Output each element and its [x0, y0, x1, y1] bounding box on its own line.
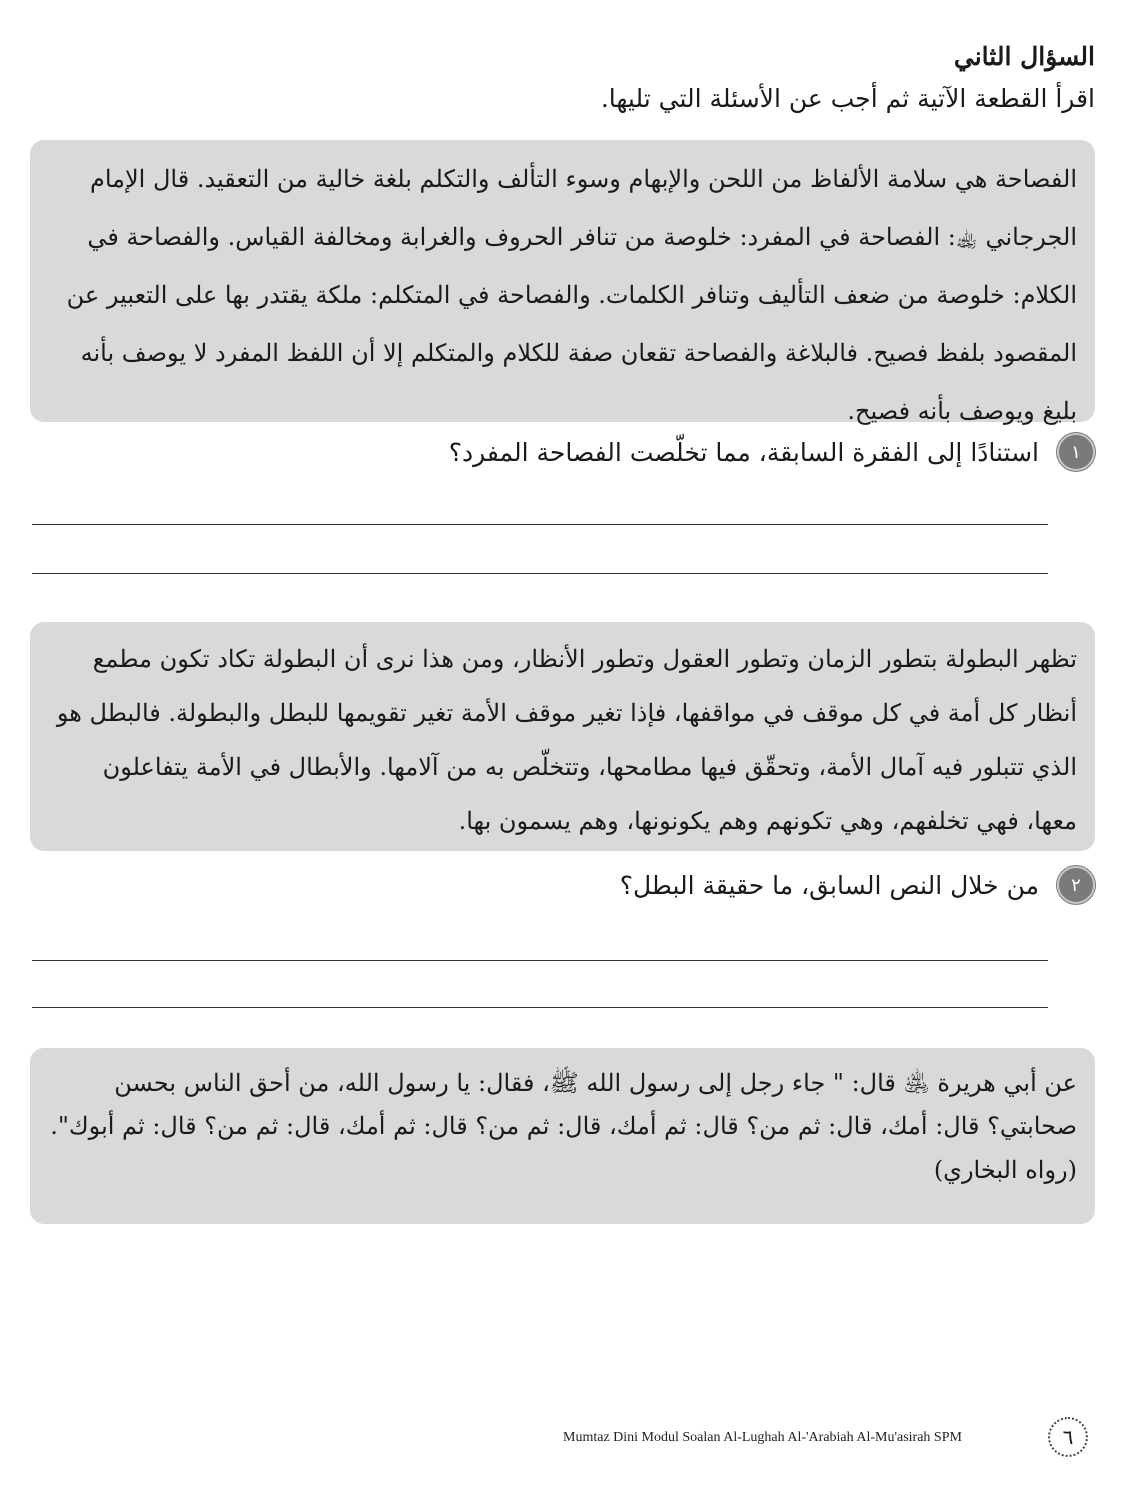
passage-text: تظهر البطولة بتطور الزمان وتطور العقول وتطور الأنظار، ومن هذا نرى أن البطولة تكاد تكون مطمع أنظار كل أمة في كل موقف في مواقفها، فإذا تغير موقف الأمة تغير تقويمها للبطل والبطولة. فالبطل هو الذي تتبلور فيه آمال الأمة، وتحقّق فيها مطامحها، وتتخلّص به من آلامها. والأبطال في الأمة يتفاعلون معها، فهي تخلفهم، وهي تكونهم وهم يكونونها، وهم يسمون بها.	[56, 645, 1077, 835]
hadith-text: عن أبي هريرة ﵁ قال: " جاء رجل إلى رسول الله ﷺ، فقال: يا رسول الله، من أحق الناس بحسن صحابتي؟ قال: أمك، قال: ثم من؟ قال: ثم أمك، قال: ثم من؟ قال: ثم أمك، قال: ثم من؟ قال: ثم أبوك".	[50, 1069, 1077, 1140]
question-text: استنادًا إلى الفقرة السابقة، مما تخلّصت الفصاحة المفرد؟	[448, 437, 1039, 467]
passage-box-fasaha	[30, 140, 1095, 425]
answer-line[interactable]	[32, 524, 1048, 525]
instruction-text: اقرأ القطعة الآتية ثم أجب عن الأسئلة التي تليها.	[600, 84, 1095, 113]
answer-line[interactable]	[32, 573, 1048, 574]
answer-line[interactable]	[32, 960, 1048, 961]
answer-line[interactable]	[32, 1007, 1048, 1008]
question-number-badge: ١	[1057, 433, 1095, 471]
question-1	[449, 433, 1095, 471]
hadith-source: (رواه البخاري)	[933, 1156, 1077, 1184]
footer-book-title: Mumtaz Dini Modul Soalan Al-Lughah Al-'Arabiah Al-Mu'asirah SPM	[563, 1430, 962, 1445]
passage-box-batal	[30, 622, 1095, 851]
page-number: ٦	[1048, 1417, 1088, 1457]
section-title: السؤال الثاني	[953, 42, 1095, 71]
question-number-badge: ٢	[1057, 866, 1095, 904]
passage-text: الفصاحة هي سلامة الألفاظ من اللحن والإبهام وسوء التألف والتكلم بلغة خالية من التعقيد. قال الإمام الجرجاني ﵀: الفصاحة في المفرد: خلوصة من تنافر الحروف والغرابة ومخالفة القياس. والفصاحة في الكلام: خلوصة من ضعف التأليف وتنافر الكلمات. والفصاحة في المتكلم: ملكة يقتدر بها على التعبير عن المقصود بلفظ فصيح. فالبلاغة والفصاحة تقعان صفة للكلام والمتكلم إلا أن اللفظ المفرد لا يوصف بأنه بليغ ويوصف بأنه فصيح.	[66, 165, 1077, 425]
question-2	[620, 866, 1095, 904]
question-text: من خلال النص السابق، ما حقيقة البطل؟	[619, 870, 1039, 900]
hadith-box	[30, 1048, 1095, 1224]
